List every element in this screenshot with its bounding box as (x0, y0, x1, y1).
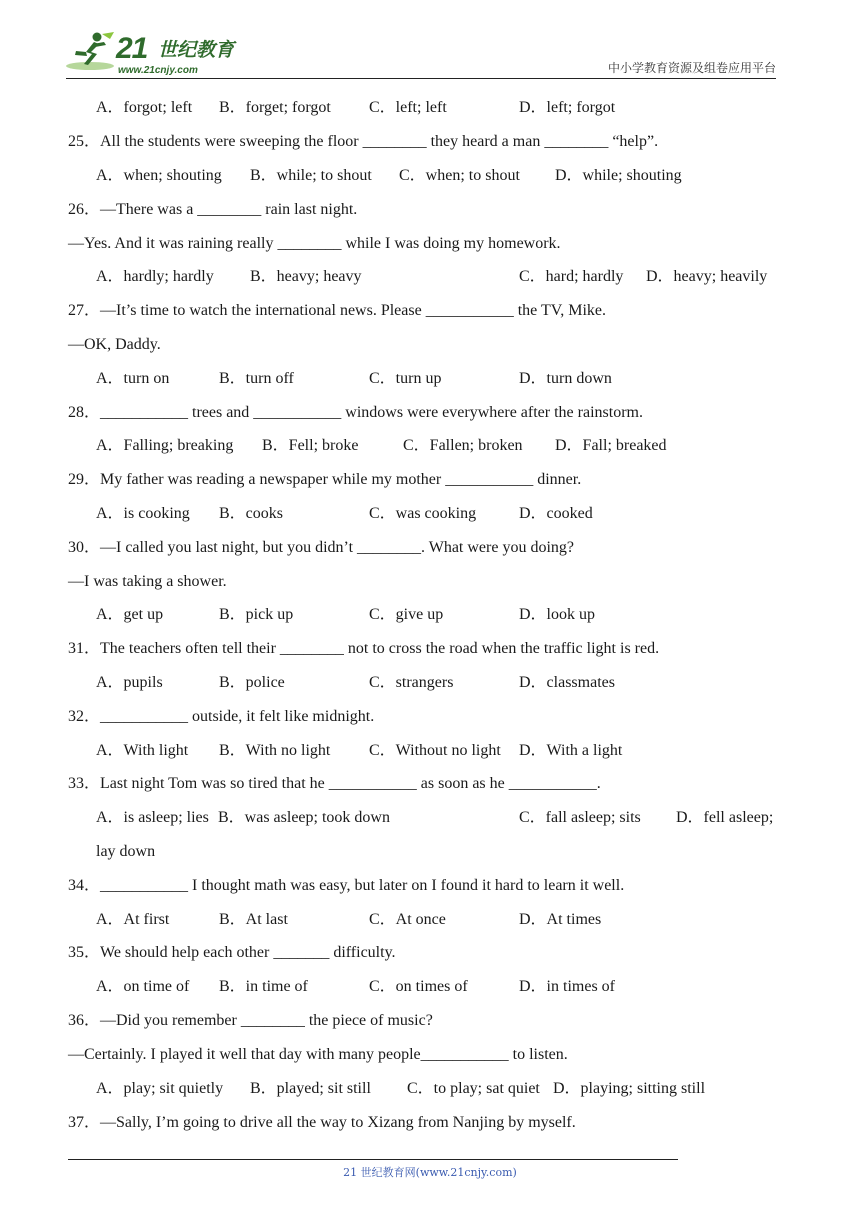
answer-option: C．to play; sat quiet (407, 1080, 540, 1097)
question-text: 27．—It’s time to watch the international news. Please ___________ the TV, Mike. (68, 302, 606, 319)
answer-option: A．Falling; breaking (96, 437, 234, 454)
answer-option: B．pick up (219, 606, 294, 623)
answer-option: D．playing; sitting still (553, 1080, 706, 1097)
footer-divider (68, 1159, 678, 1160)
answer-option: A．get up (96, 606, 164, 623)
question-text: 35．We should help each other _______ difficulty. (68, 944, 396, 961)
answer-option: C．Fallen; broken (403, 437, 523, 454)
answer-option: A．is asleep; lies (96, 809, 209, 826)
answer-option: B．forget; forgot (219, 99, 331, 116)
question-text: 29．My father was reading a newspaper while my mother ___________ dinner. (68, 471, 582, 488)
page-header (0, 0, 860, 80)
answer-option: B．was asleep; took down (218, 809, 390, 826)
question-text: —Yes. And it was raining really ________ while I was doing my homework. (68, 235, 561, 252)
answer-option: B．turn off (219, 370, 294, 387)
answer-option: A．turn on (96, 370, 170, 387)
answer-option: B．cooks (219, 505, 284, 522)
question-text: 33．Last night Tom was so tired that he ___________ as soon as he ___________. (68, 775, 601, 792)
answer-option: C．when; to shout (399, 167, 520, 184)
answer-option: A．pupils (96, 674, 163, 691)
answer-option: B．in time of (219, 978, 308, 995)
answer-option: B．At last (219, 911, 288, 928)
answer-option: D．while; shouting (555, 167, 682, 184)
footer-source: 21 世纪教育网(www.21cnjy.com) (343, 1166, 517, 1179)
question-text: —Certainly. I played it well that day with many people___________ to listen. (68, 1046, 568, 1063)
header-divider (66, 78, 776, 79)
answer-option: A．With light (96, 742, 189, 759)
logo-number: 21 (116, 32, 148, 65)
answer-option: B．heavy; heavy (250, 268, 362, 285)
answer-option: C．Without no light (369, 742, 501, 759)
option-continuation: lay down (96, 843, 156, 860)
answer-option: A．is cooking (96, 505, 190, 522)
question-text: 25．All the students were sweeping the floor ________ they heard a man ________ “help”. (68, 133, 659, 150)
question-text: 31．The teachers often tell their ________ not to cross the road when the traffic light is red. (68, 640, 660, 657)
answer-option: D．cooked (519, 505, 593, 522)
answer-option: B．With no light (219, 742, 331, 759)
question-text: 32．___________ outside, it felt like midnight. (68, 708, 375, 725)
answer-option: D．look up (519, 606, 596, 623)
answer-option: C．fall asleep; sits (519, 809, 641, 826)
answer-option: A．hardly; hardly (96, 268, 214, 285)
answer-option: D．classmates (519, 674, 615, 691)
answer-option: C．was cooking (369, 505, 477, 522)
runner-icon (66, 30, 118, 74)
answer-option: D．With a light (519, 742, 623, 759)
answer-option: D．fell asleep; (676, 809, 774, 826)
answer-option: C．At once (369, 911, 446, 928)
answer-option: D．At times (519, 911, 602, 928)
question-text: 26．—There was a ________ rain last night. (68, 201, 358, 218)
answer-option: B．while; to shout (250, 167, 372, 184)
answer-option: A．on time of (96, 978, 190, 995)
question-text: —I was taking a shower. (68, 573, 227, 590)
question-text: 30．—I called you last night, but you didn’t ________. What were you doing? (68, 539, 575, 556)
question-text: 28．___________ trees and ___________ windows were everywhere after the rainstorm. (68, 404, 643, 421)
logo-url: www.21cnjy.com (118, 65, 198, 76)
platform-name: 中小学教育资源及组卷应用平台 (607, 61, 776, 75)
answer-option: D．in times of (519, 978, 615, 995)
question-text: 36．—Did you remember ________ the piece of music? (68, 1012, 433, 1029)
answer-option: C．left; left (369, 99, 447, 116)
answer-option: A．play; sit quietly (96, 1080, 224, 1097)
question-text: —OK, Daddy. (68, 336, 161, 353)
answer-option: C．strangers (369, 674, 454, 691)
answer-option: A．At first (96, 911, 170, 928)
answer-option: C．on times of (369, 978, 468, 995)
answer-option: B．police (219, 674, 285, 691)
answer-option: D．Fall; breaked (555, 437, 667, 454)
answer-option: A．when; shouting (96, 167, 222, 184)
answer-option: C．hard; hardly (519, 268, 624, 285)
site-logo (66, 34, 236, 78)
question-text: 37．—Sally, I’m going to drive all the way to Xizang from Nanjing by myself. (68, 1114, 576, 1131)
answer-option: D．heavy; heavily (646, 268, 768, 285)
answer-option: C．give up (369, 606, 444, 623)
logo-chinese-name: 世纪教育 (158, 39, 235, 61)
answer-option: C．turn up (369, 370, 442, 387)
question-text: 34．___________ I thought math was easy, but later on I found it hard to learn it well. (68, 877, 625, 894)
answer-option: B．Fell; broke (262, 437, 359, 454)
answer-option: D．left; forgot (519, 99, 616, 116)
answer-option: B．played; sit still (250, 1080, 371, 1097)
answer-option: A．forgot; left (96, 99, 193, 116)
answer-option: D．turn down (519, 370, 612, 387)
